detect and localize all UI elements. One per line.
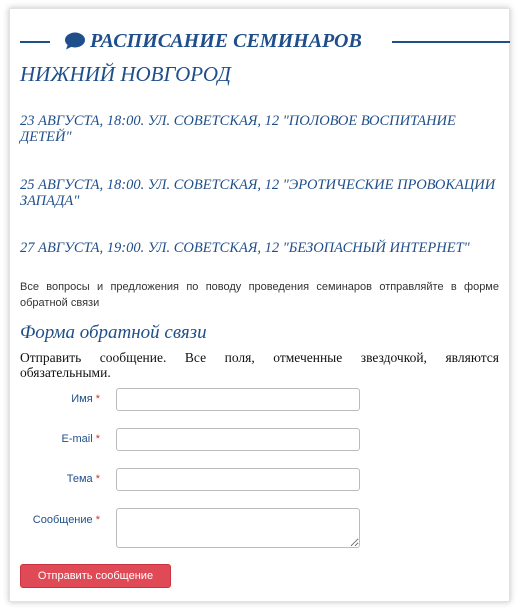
message-label [10, 514, 100, 526]
message-textarea[interactable] [116, 508, 360, 548]
seminar-item: 23 АВГУСТА, 18:00. УЛ. СОВЕТСКАЯ, 12 "ПОЛОВОЕ ВОСПИТАНИЕ ДЕТЕЙ" [20, 113, 456, 145]
seminar-item: 25 АВГУСТА, 18:00. УЛ. СОВЕТСКАЯ, 12 "ЭРОТИЧЕСКИЕ ПРОВОКАЦИИ ЗАПАДА" [20, 177, 496, 209]
subject-label-text: Тема [66, 473, 93, 485]
name-input[interactable] [116, 388, 360, 411]
required-mark: * [95, 433, 100, 445]
required-mark: * [95, 393, 100, 405]
subject-label [10, 473, 100, 485]
form-intro: Отправить сообщение. Все поля, отмеченные звездочкой, являются обязательными. [20, 350, 499, 380]
submit-button[interactable]: Отправить сообщение [20, 564, 171, 588]
seminar-item: 27 АВГУСТА, 19:00. УЛ. СОВЕТСКАЯ, 12 "БЕЗОПАСНЫЙ ИНТЕРНЕТ" [20, 240, 470, 256]
contact-note: Все вопросы и предложения по поводу проведения семинаров отправляйте в форме обратной связи [20, 281, 499, 309]
name-label-text: Имя [71, 393, 93, 405]
email-label [10, 433, 100, 445]
email-input[interactable] [116, 428, 360, 451]
speech-bubble-icon [64, 32, 86, 50]
schedule-card [9, 8, 510, 602]
name-label [10, 393, 100, 405]
city-title: НИЖНИЙ НОВГОРОД [20, 62, 231, 86]
required-mark: * [95, 514, 100, 526]
heading-divider-left [20, 41, 50, 43]
heading-divider-right [392, 41, 510, 43]
subject-input[interactable] [116, 468, 360, 491]
page-title: РАСПИСАНИЕ СЕМИНАРОВ [90, 30, 362, 52]
section-heading [20, 29, 510, 53]
form-title: Форма обратной связи [20, 322, 207, 343]
email-label-text: E-mail [61, 433, 93, 445]
message-label-text: Сообщение [32, 514, 93, 526]
required-mark: * [95, 473, 100, 485]
